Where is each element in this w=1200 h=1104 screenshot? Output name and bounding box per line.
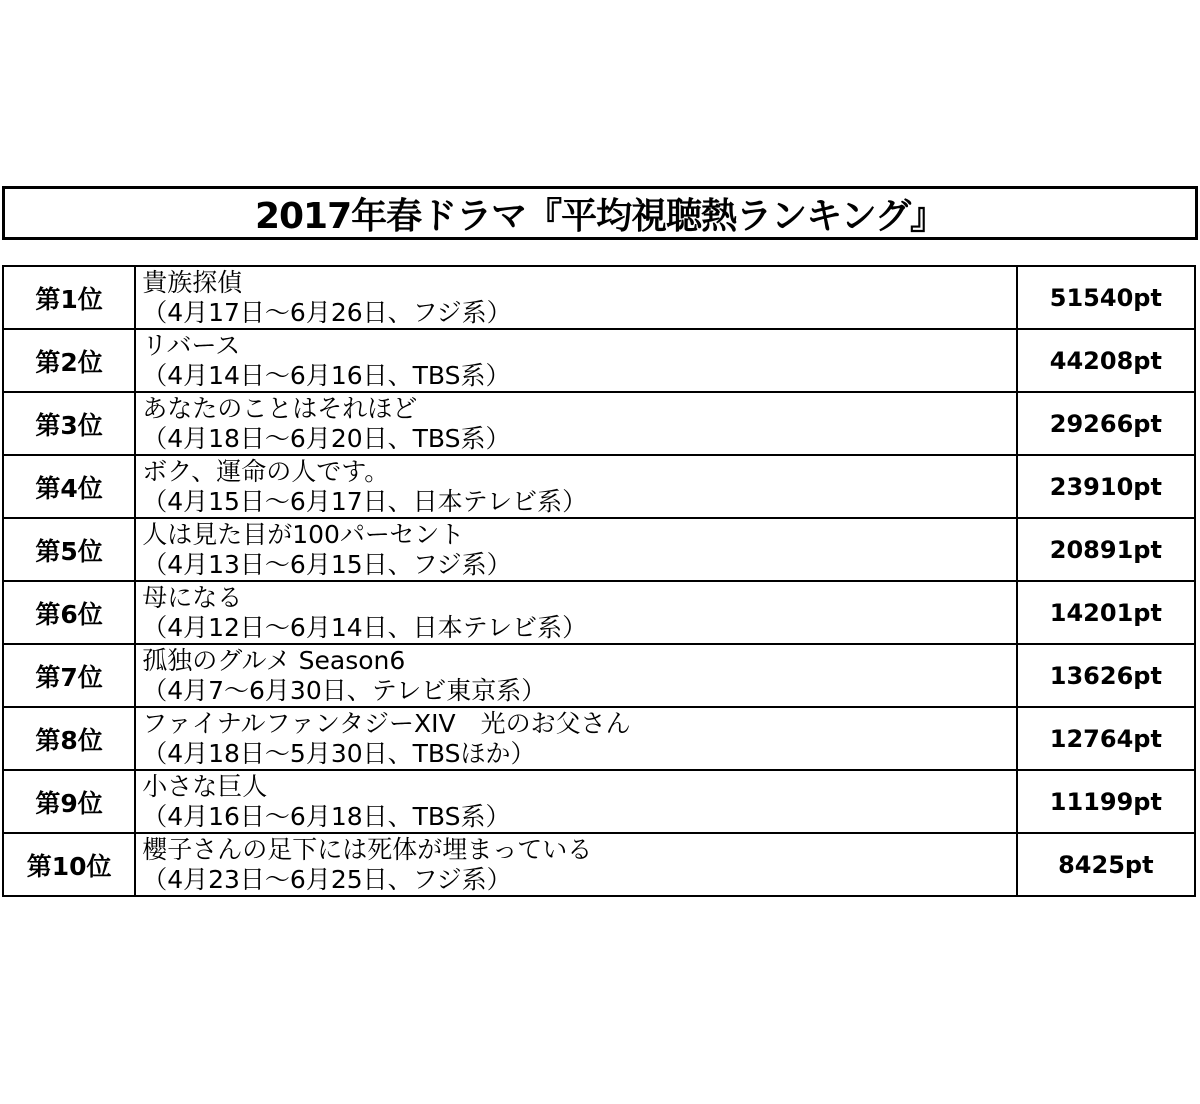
points-value: 23910pt <box>1017 455 1195 518</box>
points-value: 44208pt <box>1017 329 1195 392</box>
ranking-row <box>3 644 1195 707</box>
drama-title: 母になる <box>142 582 243 612</box>
drama-title: 櫻子さんの足下には死体が埋まっている <box>142 834 593 864</box>
drama-cell <box>135 833 1016 896</box>
drama-broadcast-info: （4月18日～6月20日、TBS系） <box>142 423 511 453</box>
ranking-row <box>3 581 1195 644</box>
rank-label: 第1位 <box>3 266 135 329</box>
drama-title: 人は見た目が100パーセント <box>142 519 465 549</box>
points-value: 13626pt <box>1017 644 1195 707</box>
drama-title: ファイナルファンタジーXIV 光のお父さん <box>142 708 631 738</box>
ranking-title-box <box>2 186 1198 240</box>
drama-title: 小さな巨人 <box>142 771 268 801</box>
ranking-row <box>3 518 1195 581</box>
points-value: 20891pt <box>1017 518 1195 581</box>
drama-cell <box>135 329 1016 392</box>
rank-label: 第10位 <box>3 833 135 896</box>
drama-broadcast-info: （4月15日～6月17日、日本テレビ系） <box>142 486 588 516</box>
drama-cell <box>135 518 1016 581</box>
drama-broadcast-info: （4月7～6月30日、テレビ東京系） <box>142 675 547 705</box>
rank-label: 第4位 <box>3 455 135 518</box>
points-value: 12764pt <box>1017 707 1195 770</box>
ranking-row <box>3 329 1195 392</box>
ranking-row <box>3 392 1195 455</box>
drama-cell <box>135 644 1016 707</box>
rank-label: 第5位 <box>3 518 135 581</box>
ranking-table <box>2 265 1196 897</box>
drama-broadcast-info: （4月17日～6月26日、フジ系） <box>142 297 512 327</box>
drama-cell <box>135 455 1016 518</box>
ranking-row <box>3 455 1195 518</box>
drama-broadcast-info: （4月18日～5月30日、TBSほか） <box>142 738 536 768</box>
ranking-title: 2017年春ドラマ『平均視聴熱ランキング』 <box>254 195 946 237</box>
ranking-row <box>3 770 1195 833</box>
rank-label: 第3位 <box>3 392 135 455</box>
rank-label: 第9位 <box>3 770 135 833</box>
rank-label: 第8位 <box>3 707 135 770</box>
drama-cell <box>135 707 1016 770</box>
points-value: 14201pt <box>1017 581 1195 644</box>
drama-title: 孤独のグルメ Season6 <box>142 645 406 675</box>
ranking-row <box>3 266 1195 329</box>
points-value: 51540pt <box>1017 266 1195 329</box>
drama-broadcast-info: （4月16日～6月18日、TBS系） <box>142 801 511 831</box>
drama-cell <box>135 266 1016 329</box>
points-value: 8425pt <box>1017 833 1195 896</box>
drama-title: ボク、運命の人です。 <box>142 456 390 486</box>
points-value: 29266pt <box>1017 392 1195 455</box>
drama-broadcast-info: （4月13日～6月15日、フジ系） <box>142 549 512 579</box>
drama-title: あなたのことはそれほど <box>142 393 418 423</box>
drama-cell <box>135 392 1016 455</box>
drama-broadcast-info: （4月14日～6月16日、TBS系） <box>142 360 511 390</box>
rank-label: 第2位 <box>3 329 135 392</box>
drama-broadcast-info: （4月23日～6月25日、フジ系） <box>142 864 512 894</box>
points-value: 11199pt <box>1017 770 1195 833</box>
rank-label: 第7位 <box>3 644 135 707</box>
drama-title: 貴族探偵 <box>142 267 243 297</box>
drama-broadcast-info: （4月12日～6月14日、日本テレビ系） <box>142 612 588 642</box>
drama-cell <box>135 581 1016 644</box>
drama-cell <box>135 770 1016 833</box>
drama-title: リバース <box>142 330 241 360</box>
ranking-row <box>3 707 1195 770</box>
ranking-row <box>3 833 1195 896</box>
rank-label: 第6位 <box>3 581 135 644</box>
